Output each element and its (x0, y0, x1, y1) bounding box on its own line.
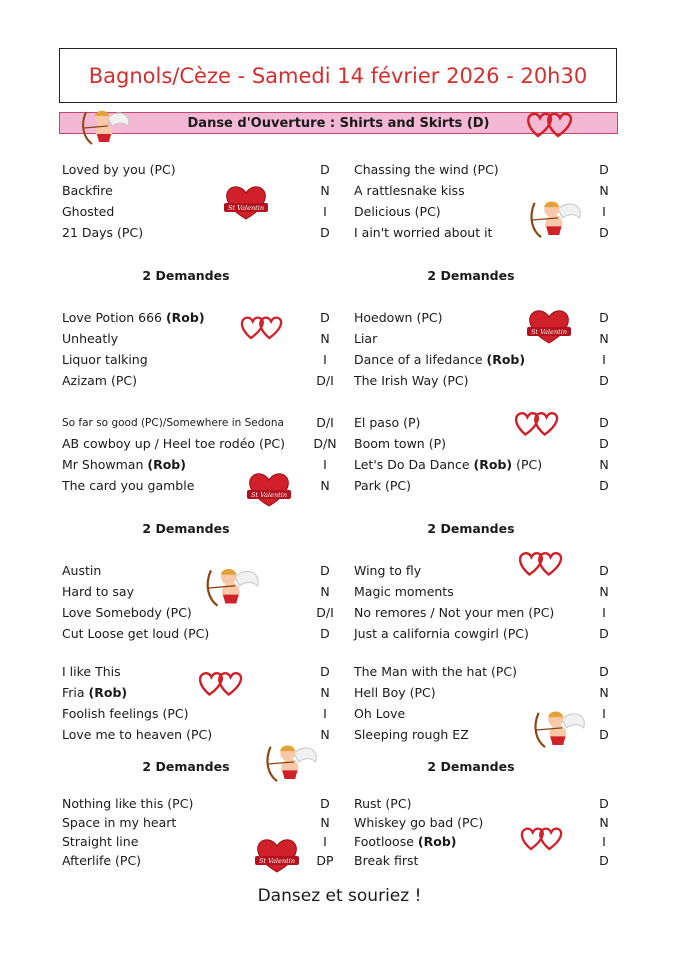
dance-title: Hard to say (62, 584, 134, 599)
dance-level: N (320, 183, 330, 198)
dance-name (354, 625, 529, 643)
dance-name (354, 795, 411, 813)
dance-level: D (599, 664, 609, 679)
dance-name (354, 477, 411, 495)
dance-row (0, 604, 679, 622)
dance-level: N (320, 584, 330, 599)
dance-level: D (599, 415, 609, 430)
valentine-heart-icon (221, 183, 271, 221)
dance-title: Backfire (62, 183, 113, 198)
dance-level: D (320, 563, 330, 578)
double-heart-icon (524, 108, 574, 140)
dance-title: Nothing like this (PC) (62, 796, 194, 811)
dance-title: The card you gamble (62, 478, 195, 493)
dance-level: D (599, 478, 609, 493)
dance-title: The Man with the hat (PC) (354, 664, 518, 679)
dance-author: (Rob) (486, 352, 526, 367)
footer-text: Dansez et souriez ! (257, 886, 422, 906)
dance-name (354, 351, 525, 369)
dance-row (0, 372, 679, 390)
dance-name (354, 852, 418, 870)
dance-level: D (599, 727, 609, 742)
dance-title: Delicious (PC) (354, 204, 441, 219)
request-header: 2 Demandes (427, 759, 515, 774)
dance-name (354, 562, 421, 580)
dance-level: D/N (313, 436, 337, 451)
valentine-heart-icon (524, 307, 574, 345)
dance-level: N (320, 478, 330, 493)
dance-level: I (323, 834, 327, 849)
dance-level: D (320, 796, 330, 811)
dance-row (0, 625, 679, 643)
dance-level: N (599, 815, 609, 830)
dance-level: D (320, 664, 330, 679)
dance-row (0, 330, 679, 348)
dance-level: D (320, 225, 330, 240)
dance-level: N (320, 331, 330, 346)
dance-row (0, 562, 679, 580)
dance-level: D (599, 225, 609, 240)
dance-level: I (602, 204, 606, 219)
dance-title: Straight line (62, 834, 139, 849)
double-heart-icon (518, 822, 564, 854)
dance-title: Magic moments (354, 584, 454, 599)
dance-title: Austin (62, 563, 102, 578)
dance-level: I (323, 457, 327, 472)
dance-level: I (323, 352, 327, 367)
dance-name (354, 372, 469, 390)
dance-title: Whiskey go bad (PC) (354, 815, 484, 830)
dance-level: N (599, 584, 609, 599)
dance-title: Let's Do Da Dance (354, 457, 474, 472)
dance-row (0, 435, 679, 453)
dance-title: I like This (62, 664, 121, 679)
dance-level: DP (316, 853, 334, 868)
dance-title: Break first (354, 853, 419, 868)
dance-title: Foolish feelings (PC) (62, 706, 189, 721)
dance-title: Love Potion 666 (62, 310, 166, 325)
dance-row (0, 351, 679, 369)
dance-title: Love Somebody (PC) (62, 605, 192, 620)
dance-title: Ghosted (62, 204, 115, 219)
dance-title: Wing to fly (354, 563, 422, 578)
request-header: 2 Demandes (427, 268, 515, 283)
dance-name (354, 161, 499, 179)
dance-title: El paso (P) (354, 415, 421, 430)
dance-name (354, 330, 377, 348)
dance-title: Cut Loose get loud (PC) (62, 626, 210, 641)
dance-title: Boom town (P) (354, 436, 446, 451)
dance-title: Sleeping rough EZ (354, 727, 469, 742)
dance-name (354, 604, 554, 622)
dance-row (0, 583, 679, 601)
page-title-box (59, 48, 617, 103)
dance-level: D (599, 436, 609, 451)
dance-title: The Irish Way (PC) (354, 373, 469, 388)
request-header: 2 Demandes (427, 521, 515, 536)
dance-name (354, 414, 420, 432)
dance-level: I (602, 834, 606, 849)
dance-title: So far so good (PC)/Somewhere in Sedona (62, 417, 284, 429)
cupid-icon (526, 193, 586, 247)
dance-row (0, 795, 679, 813)
dance-title: Liquor talking (62, 352, 148, 367)
dance-level: D (320, 310, 330, 325)
dance-title: Oh Love (354, 706, 406, 721)
dance-title: I ain't worried about it (354, 225, 493, 240)
dance-row (0, 477, 679, 495)
dance-title: Fria (62, 685, 89, 700)
dance-name (354, 583, 454, 601)
dance-title: Rust (PC) (354, 796, 412, 811)
dance-title: Hoedown (PC) (354, 310, 443, 325)
valentine-heart-icon (252, 836, 302, 874)
dance-title: AB cowboy up / Heel toe rodéo (PC) (62, 436, 286, 451)
dance-title: A rattlesnake kiss (354, 183, 465, 198)
dance-row (0, 456, 679, 474)
request-header: 2 Demandes (142, 521, 230, 536)
heart-label: St Valentin (227, 204, 265, 212)
dance-level: N (599, 457, 609, 472)
dance-row (0, 814, 679, 832)
heart-label: St Valentin (530, 328, 568, 336)
dance-row (0, 852, 679, 870)
dance-level: D (599, 563, 609, 578)
dance-title: Afterlife (PC) (62, 853, 142, 868)
dance-level: D (599, 162, 609, 177)
dance-row (0, 161, 679, 179)
dance-level: N (599, 183, 609, 198)
dance-row (0, 414, 679, 432)
dance-level: D (599, 853, 609, 868)
dance-title: Unheatly (62, 331, 119, 346)
dance-level: N (320, 685, 330, 700)
dance-level: N (320, 815, 330, 830)
heart-label: St Valentin (250, 491, 288, 499)
double-heart-icon (516, 546, 564, 580)
page-title: Bagnols/Cèze - Samedi 14 février 2026 - 20h30 (88, 63, 588, 88)
cupid-icon (202, 560, 264, 616)
request-header: 2 Demandes (142, 759, 230, 774)
dance-name (354, 726, 469, 744)
dance-level: I (323, 204, 327, 219)
dance-row (0, 663, 679, 681)
dance-title: No remores / Not your men (PC) (354, 605, 555, 620)
dance-level: D (320, 162, 330, 177)
dance-title: Liar (354, 331, 378, 346)
dance-author: (Rob) (147, 457, 186, 472)
dance-level: D (599, 373, 609, 388)
dance-title: 21 Days (PC) (62, 225, 144, 240)
dance-name (354, 814, 483, 832)
dance-title: Mr Showman (62, 457, 148, 472)
dance-title: Azizam (PC) (62, 373, 137, 388)
dance-title: Love me to heaven (PC) (62, 727, 213, 742)
valentine-heart-icon (244, 470, 294, 508)
dance-name (354, 224, 492, 242)
dance-title: Hell Boy (PC) (354, 685, 436, 700)
dance-level: N (599, 331, 609, 346)
dance-name (354, 182, 465, 200)
dance-row (0, 309, 679, 327)
dance-name (354, 309, 442, 327)
dance-suffix: (PC) (512, 457, 543, 472)
dance-level: D (320, 626, 330, 641)
dance-author: (Rob) (165, 310, 205, 325)
opening-dance-label: Danse d'Ouverture : Shirts and Skirts (D) (187, 115, 490, 131)
double-heart-icon (512, 406, 560, 440)
dance-title: Park (PC) (354, 478, 412, 493)
cupid-icon (262, 738, 322, 790)
double-heart-icon (238, 311, 284, 343)
double-heart-icon (196, 666, 244, 700)
dance-level: I (323, 706, 327, 721)
dance-name (354, 203, 441, 221)
dance-title: Dance of a lifedance (354, 352, 487, 367)
heart-label: St Valentin (258, 857, 296, 865)
dance-level: I (602, 352, 606, 367)
request-header: 2 Demandes (142, 268, 230, 283)
dance-name (354, 435, 446, 453)
dance-level: D (599, 796, 609, 811)
dance-level: D/I (316, 605, 334, 620)
dance-name (354, 833, 456, 851)
dance-level: N (599, 685, 609, 700)
dance-title: Just a california cowgirl (PC) (354, 626, 529, 641)
dance-level: D (599, 310, 609, 325)
dance-title: Loved by you (PC) (62, 162, 176, 177)
dance-level: I (602, 605, 606, 620)
dance-row (0, 684, 679, 702)
dance-title: Footloose (354, 834, 418, 849)
dance-author: (Rob) (88, 685, 128, 700)
dance-title: Space in my heart (62, 815, 177, 830)
dance-level: D/I (316, 415, 334, 430)
cupid-icon (78, 104, 134, 152)
dance-level: I (602, 706, 606, 721)
dance-level: D/I (316, 373, 334, 388)
dance-name (354, 705, 405, 723)
dance-name (354, 663, 517, 681)
dance-level: N (320, 727, 330, 742)
dance-name (354, 456, 542, 474)
dance-author: (Rob) (417, 834, 457, 849)
dance-level: D (599, 626, 609, 641)
dance-title: Chassing the wind (PC) (354, 162, 499, 177)
dance-row (0, 833, 679, 851)
dance-author: (Rob) (473, 457, 513, 472)
cupid-icon (530, 703, 590, 757)
dance-name (354, 684, 436, 702)
